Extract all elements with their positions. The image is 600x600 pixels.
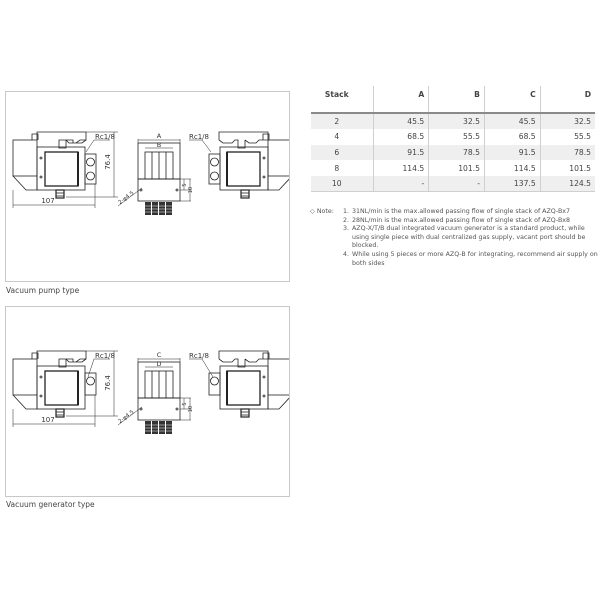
vacuum-generator-drawing bbox=[5, 306, 290, 497]
front-view bbox=[138, 362, 180, 434]
note-text: While using 5 pieces or more AZQ-B for integrating, recommend air supply on both sides bbox=[352, 250, 598, 267]
small-dim-10: 10 bbox=[188, 186, 194, 194]
cell-c: 45.5 bbox=[484, 113, 540, 129]
cell-a: 68.5 bbox=[373, 129, 429, 145]
cell-b: 55.5 bbox=[429, 129, 485, 145]
cell-d: 124.5 bbox=[540, 176, 595, 192]
cell-c: 137.5 bbox=[484, 176, 540, 192]
cell-d: 32.5 bbox=[540, 113, 595, 129]
cell-stack: 8 bbox=[334, 163, 340, 173]
dimension-table bbox=[311, 86, 595, 192]
vacuum-generator-technical-drawing bbox=[6, 307, 289, 496]
table-row bbox=[311, 145, 595, 161]
note-text: 28NL/min is the max.allowed passing flow of single stack of AZQ-Bx8 bbox=[352, 216, 571, 224]
length-dimension: 107 bbox=[41, 197, 55, 205]
cell-stack: 10 bbox=[311, 176, 373, 192]
header-b: B bbox=[429, 86, 485, 113]
cell-stack: 4 bbox=[334, 132, 340, 142]
port-label-left: Rc1/8 bbox=[95, 133, 115, 141]
table-row bbox=[311, 113, 595, 129]
header-stack: Stack bbox=[311, 86, 373, 113]
right-side-view bbox=[189, 132, 289, 198]
width-d-label: D bbox=[156, 360, 162, 368]
height-dimension: 76.4 bbox=[104, 375, 112, 391]
small-dim-5: 5 bbox=[182, 402, 188, 406]
cell-stack: 2 bbox=[311, 113, 373, 129]
port-label-left: Rc1/8 bbox=[95, 352, 115, 360]
note-prefix: ◇ Note: bbox=[310, 208, 334, 215]
cell-a: 45.5 bbox=[373, 113, 429, 129]
note-number: 4. bbox=[343, 250, 350, 258]
header-a: A bbox=[373, 86, 429, 113]
cell-b: 101.5 bbox=[429, 160, 485, 176]
table-row bbox=[311, 160, 595, 176]
note-text: AZQ-X/T/B dual integrated vacuum generator is a standard product, while using single piece with dual centralized gas supply, vacant port should be blocked. bbox=[352, 225, 586, 250]
header-c: C bbox=[484, 86, 540, 113]
width-c-label: C bbox=[156, 351, 162, 359]
right-side-view bbox=[189, 351, 289, 417]
cell-c: 91.5 bbox=[484, 145, 540, 161]
cell-c: 114.5 bbox=[484, 160, 540, 176]
width-a-label: A bbox=[156, 132, 162, 140]
port-label-right: Rc1/8 bbox=[189, 133, 209, 141]
header-d: D bbox=[540, 86, 595, 113]
small-dim-5: 5 bbox=[182, 183, 188, 187]
note-item bbox=[343, 251, 600, 268]
length-dimension: 107 bbox=[41, 416, 55, 424]
height-dimension: 76.4 bbox=[104, 154, 112, 170]
table-header-row bbox=[311, 86, 595, 113]
cell-c: 68.5 bbox=[484, 129, 540, 145]
note-number: 3. bbox=[343, 225, 350, 233]
small-dim-10: 10 bbox=[188, 405, 194, 413]
note-number: 1. bbox=[343, 208, 350, 215]
vacuum-generator-caption: Vacuum generator type bbox=[6, 500, 95, 509]
mounting-holes-label: 2-φ4.5 bbox=[117, 409, 136, 425]
note-item bbox=[343, 217, 600, 226]
left-side-view bbox=[13, 132, 96, 198]
vacuum-pump-technical-drawing bbox=[6, 92, 289, 281]
left-side-view bbox=[13, 351, 96, 417]
notes-section bbox=[310, 208, 600, 268]
note-text: 31NL/min is the max.allowed passing flow of single stack of AZQ-Bx7 bbox=[352, 208, 571, 215]
dimension-lines-left bbox=[13, 132, 118, 208]
mounting-holes-label: 2-φ4.5 bbox=[117, 190, 136, 206]
cell-d: 78.5 bbox=[540, 145, 595, 161]
table-row bbox=[311, 129, 595, 145]
width-b-label: B bbox=[156, 141, 162, 149]
cell-a: 91.5 bbox=[373, 145, 429, 161]
vacuum-pump-caption: Vacuum pump type bbox=[6, 286, 80, 295]
cell-stack: 6 bbox=[311, 145, 373, 161]
vacuum-pump-drawing bbox=[5, 91, 290, 282]
cell-d: 55.5 bbox=[540, 129, 595, 145]
note-item bbox=[343, 225, 600, 251]
cell-b: 32.5 bbox=[429, 113, 485, 129]
note-number: 2. bbox=[343, 216, 350, 224]
cell-a: - bbox=[373, 176, 429, 192]
port-label-right: Rc1/8 bbox=[189, 352, 209, 360]
front-view bbox=[138, 143, 180, 215]
dimension-lines-left bbox=[13, 351, 118, 427]
cell-b: - bbox=[429, 176, 485, 192]
note-item bbox=[343, 208, 600, 217]
table-row bbox=[311, 176, 595, 192]
cell-a: 114.5 bbox=[373, 160, 429, 176]
cell-d: 101.5 bbox=[540, 160, 595, 176]
cell-b: 78.5 bbox=[429, 145, 485, 161]
